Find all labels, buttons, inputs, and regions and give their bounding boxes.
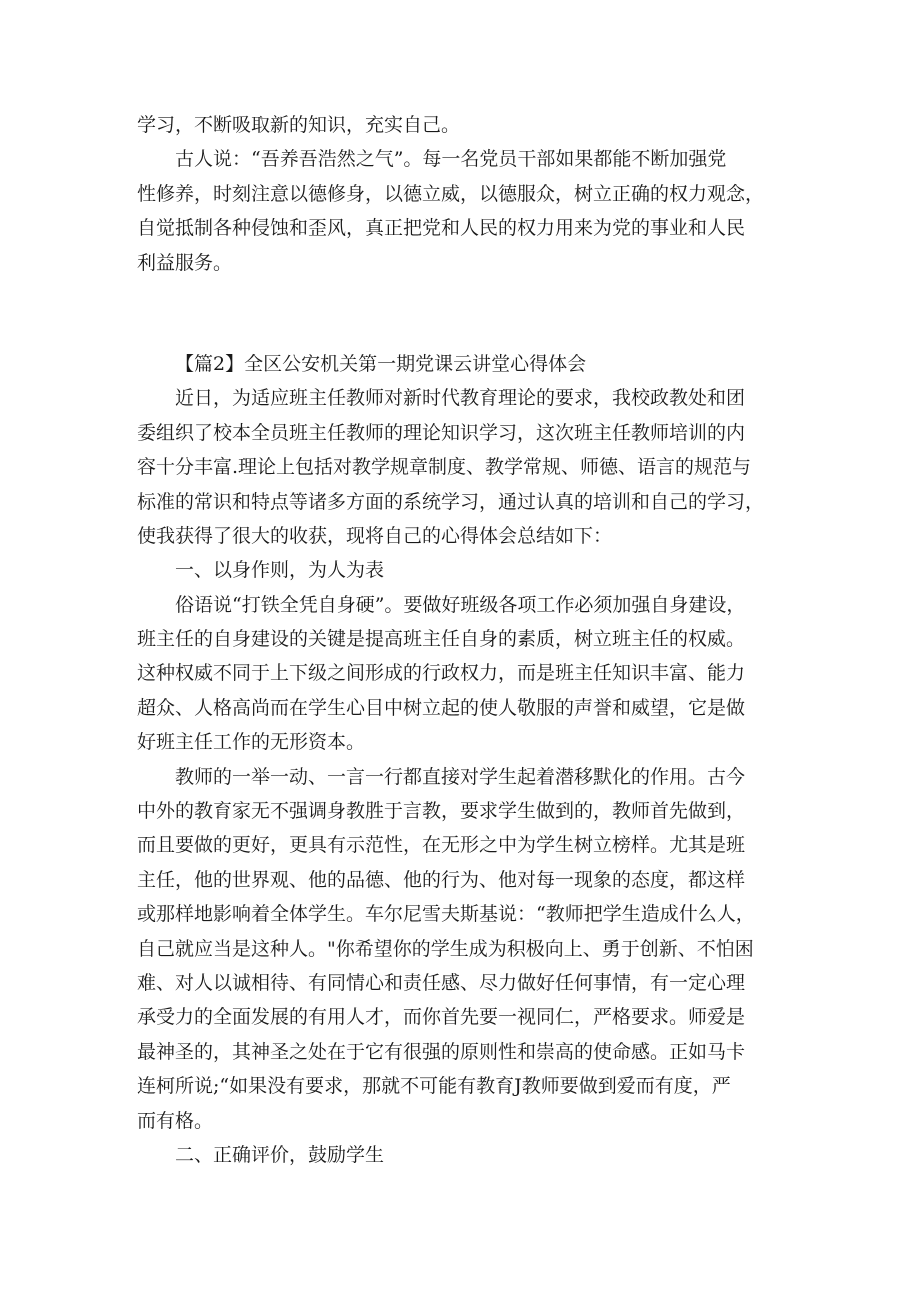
paragraph-line: 自觉抵制各种侵蚀和歪风，真正把党和人民的权力用来为党的事业和人民: [137, 217, 746, 240]
subheading: 二、正确评价，鼓励学生: [175, 1143, 385, 1166]
paragraph-line: 自己就应当是这种人。"你希望你的学生成为积极向上、勇于创新、不怕困: [137, 937, 754, 960]
paragraph-line: 使我获得了很大的收获，现将自己的心得体会总结如下：: [137, 524, 613, 547]
paragraph-line: 而且要做的更好，更具有示范性，在无形之中为学生树立榜样。尤其是班: [137, 834, 746, 857]
paragraph-line: 难、对人以诚相待、有同情心和责任感、尽力做好任何事情，有一定心理: [137, 971, 746, 994]
subheading: 一、以身作则，为人为表: [175, 559, 385, 582]
paragraph-line: 或那样地影响着全体学生。车尔尼雪夫斯基说：“教师把学生造成什么人，: [137, 903, 755, 926]
paragraph-line: 标准的常识和特点等诸多方面的系统学习，通过认真的培训和自己的学习，: [137, 490, 765, 513]
paragraph-line: 好班主任工作的无形资本。: [137, 731, 366, 754]
section-spacer: [137, 280, 797, 347]
paragraph-line: 班主任的自身建设的关键是提高班主任自身的素质，树立班主任的权威。: [137, 628, 746, 651]
paragraph-line: 教师的一举一动、一言一行都直接对学生起着潜移默化的作用。古今: [175, 765, 746, 788]
paragraph-line: 学习，不断吸取新的知识，充实自己。: [137, 114, 461, 136]
paragraph-line: 容十分丰富.理论上包括对教学规章制度、教学常规、师德、语言的规范与: [137, 456, 752, 479]
paragraph-line: 超众、人格高尚而在学生心目中树立起的使人敬服的声誉和威望，它是做: [137, 696, 746, 719]
section-title: 【篇2】全区公安机关第一期党课云讲堂心得体会: [175, 352, 587, 375]
paragraph-line: 承受力的全面发展的有用人才，而你首先要一视同仁，严格要求。师爱是: [137, 1006, 746, 1029]
paragraph-line: 而有格。: [137, 1109, 214, 1132]
paragraph-line: 连柯所说;“如果没有要求，那就不可能有教育J教师要做到爱而有度，严: [137, 1075, 731, 1098]
paragraph-line: 最神圣的，其神圣之处在于它有很强的原则性和崇高的使命感。正如马卡: [137, 1040, 746, 1063]
paragraph-line: 俗语说“打铁全凭自身硬”。要做好班级各项工作必须加强自身建设，: [175, 593, 746, 616]
paragraph-line: 主任，他的世界观、他的品德、他的行为、他对每一现象的态度，都这样: [137, 868, 746, 891]
paragraph-line: 利益服务。: [137, 251, 233, 274]
document-page: [137, 108, 797, 1172]
paragraph-line: 委组织了校本全员班主任教师的理论知识学习，这次班主任教师培训的内: [137, 421, 746, 444]
paragraph-line: 性修养，时刻注意以德修身，以德立威，以德服众，树立正确的权力观念，: [137, 182, 765, 205]
paragraph-line: 中外的教育家无不强调身教胜于言教，要求学生做到的，教师首先做到，: [137, 800, 746, 823]
paragraph-line: 古人说：“吾养吾浩然之气”。每一名党员干部如果都能不断加强党: [175, 148, 727, 171]
paragraph-line: 这种权威不同于上下级之间形成的行政权力，而是班主任知识丰富、能力: [137, 662, 746, 685]
paragraph-line: 近日，为适应班主任教师对新时代教育理论的要求，我校政教处和团: [175, 387, 746, 410]
